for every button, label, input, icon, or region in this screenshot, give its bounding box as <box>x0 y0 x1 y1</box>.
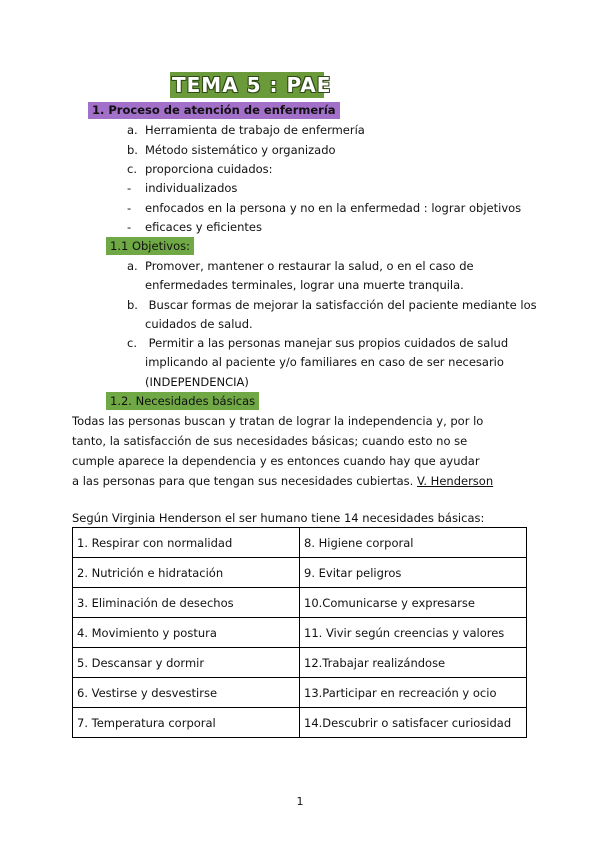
list-item: - enfocados en la persona y no en la enfermedad : lograr objetivos <box>127 201 522 215</box>
table-row <box>73 708 527 738</box>
table-cell: 11. Vivir según creencias y valores <box>300 618 527 648</box>
author-reference: V. Henderson <box>416 474 494 488</box>
table-cell: 7. Temperatura corporal <box>73 708 300 738</box>
section-heading-proceso: 1. Proceso de atención de enfermería <box>88 102 340 119</box>
table-row <box>73 648 527 678</box>
list-item: c. Permitir a las personas manejar sus propios cuidados de salud <box>127 336 509 350</box>
table-row <box>73 558 527 588</box>
needs-table <box>72 527 527 738</box>
table-cell: 2. Nutrición e hidratación <box>73 558 300 588</box>
table-cell: 5. Descansar y dormir <box>73 648 300 678</box>
page-number: 1 <box>296 795 304 808</box>
paragraph-line: Todas las personas buscan y tratan de lograr la independencia y, por lo <box>72 414 484 428</box>
list-item-continuation: implicando al paciente y/o familiares en caso de ser necesario <box>145 355 504 369</box>
table-cell: 10.Comunicarse y expresarse <box>300 588 527 618</box>
table-cell: 4. Movimiento y postura <box>73 618 300 648</box>
page-title: TEMA 5 : PAE <box>172 73 332 97</box>
list-item: a. Promover, mantener o restaurar la salud, o en el caso de <box>127 259 474 273</box>
table-cell: 6. Vestirse y desvestirse <box>73 678 300 708</box>
table-cell: 9. Evitar peligros <box>300 558 527 588</box>
paragraph-line: a las personas para que tengan sus necesidades cubiertas. V. Henderson <box>72 474 494 488</box>
list-item: - eficaces y eficientes <box>127 220 262 234</box>
table-cell: 14.Descubrir o satisfacer curiosidad <box>300 708 527 738</box>
list-item: a. Herramienta de trabajo de enfermería <box>127 123 365 137</box>
table-row <box>73 528 527 558</box>
table-cell: 12.Trabajar realizándose <box>300 648 527 678</box>
list-item-continuation: (INDEPENDENCIA) <box>145 375 249 389</box>
table-cell: 1. Respirar con normalidad <box>73 528 300 558</box>
list-item: c. proporciona cuidados: <box>127 162 273 176</box>
section-heading-objetivos: 1.1 Objetivos: <box>106 237 194 255</box>
paragraph-line: cumple aparece la dependencia y es entonces cuando hay que ayudar <box>72 454 480 468</box>
table-cell: 8. Higiene corporal <box>300 528 527 558</box>
list-item: b. Buscar formas de mejorar la satisfacción del paciente mediante los <box>127 298 537 312</box>
table-row <box>73 618 527 648</box>
list-item-continuation: enfermedades terminales, lograr una muerte tranquila. <box>145 278 464 292</box>
list-item: b. Método sistemático y organizado <box>127 143 336 157</box>
paragraph-line: tanto, la satisfacción de sus necesidades básicas; cuando esto no se <box>72 434 468 448</box>
table-row <box>73 678 527 708</box>
table-cell: 13.Participar en recreación y ocio <box>300 678 527 708</box>
list-item-continuation: cuidados de salud. <box>145 317 253 331</box>
list-item: - individualizados <box>127 181 238 195</box>
table-row <box>73 588 527 618</box>
table-cell: 3. Eliminación de desechos <box>73 588 300 618</box>
section-heading-necesidades: 1.2. Necesidades básicas <box>106 392 259 410</box>
table-intro: Según Virginia Henderson el ser humano tiene 14 necesidades básicas: <box>72 511 485 525</box>
